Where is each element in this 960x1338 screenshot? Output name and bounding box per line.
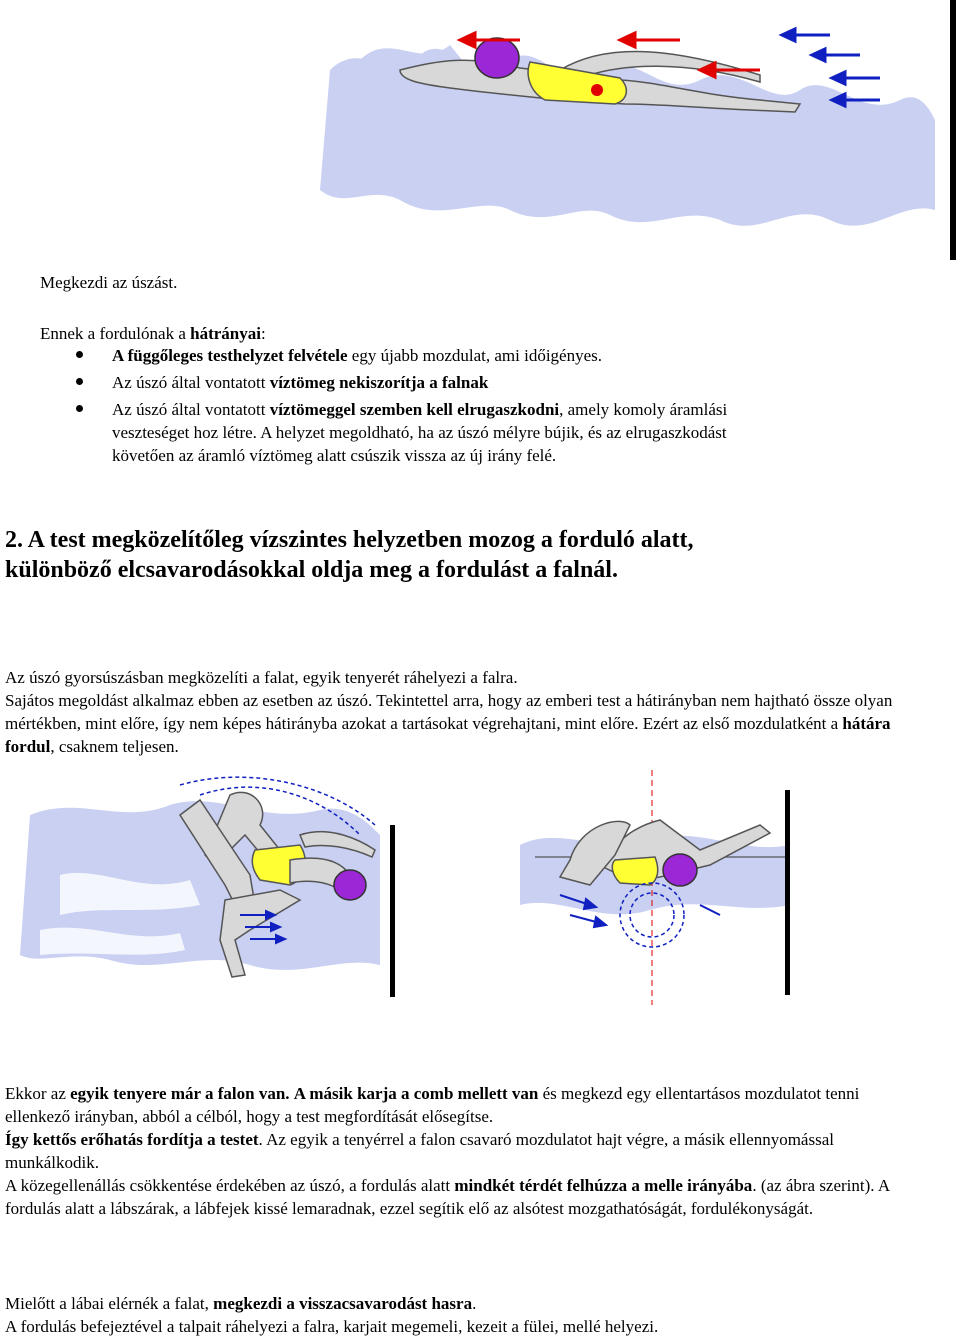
bullet-item-2: Az úszó által vontatott víztömeg nekiszorítja a falnak	[112, 373, 489, 392]
start-swim-text: Megkezdi az úszást.	[40, 273, 178, 292]
swim-cap-right	[663, 854, 697, 886]
turn-finish-paragraph: A fordulás befejeztével a talpait ráhelyezi a falra, karjait megemeli, kezeit a fülei, mellé helyezi.	[5, 1317, 659, 1336]
bullet-item-1: A függőleges testhelyzet felvétele egy újabb mozdulat, ami időigényes.	[112, 346, 603, 365]
bullet-item-3-line3: követően az áramló víztömeg alatt csúszik vissza az új irány felé.	[112, 446, 557, 465]
swimmer-approach-illustration	[0, 0, 960, 270]
bullet-dot	[76, 378, 83, 385]
swim-cap	[475, 38, 519, 78]
section-heading: 2. A test megközelítőleg vízszintes helyzetben mozog a forduló alatt, különböző elcsavarodásokkal oldja meg a fordulást a falnál.	[5, 527, 694, 583]
drag-reduction-paragraph: A közegellenállás csökkentése érdekében az úszó, a fordulás alatt mindkét térdét felhúzza a melle irányába. (az ábra szerint). A fordulás alatt a lábszárak, a lábfejek kissé lemaradnak, ezzel segítik elő az alsótest mozgathatóságát, fordulékonyságát.	[5, 1176, 890, 1218]
approach-paragraph: Az úszó gyorsúszásban megközelíti a falat, egyik tenyerét ráhelyezi a falra.	[5, 668, 518, 687]
bullet-dot	[76, 351, 83, 358]
bullet-item-3-line2: veszteséget hoz létre. A helyzet megoldható, ha az úszó mélyre bújik, és az elrugaszkodást	[112, 423, 727, 442]
bullet-dot	[76, 405, 83, 412]
back-turn-paragraph: Sajátos megoldást alkalmaz ebben az esetben az úszó. Tekintettel arra, hogy az emberi test a hátirányban nem hajtható össze olyan mértékben, mint előre, így nem képes hátirányba azokat a tartásokat végrehajtani, mint előre. Ezért az első mozdulatként a hátára fordul, csaknem teljesen.	[5, 691, 893, 756]
swimsuit-right	[612, 857, 657, 885]
pool-wall-left	[390, 825, 395, 997]
double-force-paragraph: Így kettős erőhatás fordítja a testet. Az egyik a tenyérrel a falon csavaró mozdulatot hajt végre, a másik ellennyomással munkálkodik.	[5, 1130, 834, 1172]
center-of-mass-dot	[591, 84, 603, 96]
bullet-item-3: Az úszó által vontatott víztömeggel szemben kell elrugaszkodni, amely komoly áramlási	[112, 400, 728, 419]
disadvantages-intro: Ennek a fordulónak a hátrányai:	[40, 324, 266, 343]
twist-back-paragraph: Mielőtt a lábai elérnék a falat, megkezdi a visszacsavarodást hasra.	[5, 1294, 477, 1313]
pool-wall-right	[785, 790, 790, 995]
pool-wall	[950, 0, 956, 260]
wall-contact-paragraph: Ekkor az egyik tenyere már a falon van. A másik karja a comb mellett van és megkezd egy ellentartásos mozdulatot tenni ellenkező irányban, abból a célból, hogy a test megfordítását elősegítse.	[5, 1084, 860, 1126]
turn-illustration	[0, 765, 960, 1005]
swim-cap-left	[334, 870, 366, 900]
